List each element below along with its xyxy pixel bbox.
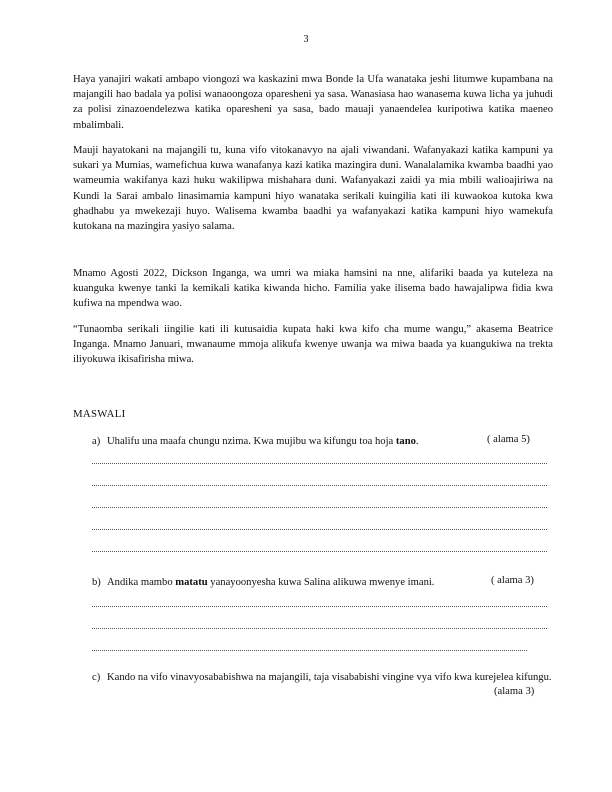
answer-line[interactable] xyxy=(92,506,547,508)
question-b-marks: ( alama 3) xyxy=(491,575,534,586)
question-c-marks: (alama 3) xyxy=(494,686,535,697)
question-a-end: . xyxy=(415,436,419,447)
question-b-text: Andika mambo xyxy=(107,577,176,588)
passage-paragraph-1: Haya yanajiri wakati ambapo viongozi wa kaskazini mwa Bonde la Ufa wanataka jeshi litumwe kupambana na majangili hao badala ya polisi wanaoongoza oparesheni ya sasa. Wanasiasa hao wanasema kuwa licha ya juhudi za polisi zinazoendelezwa katika oparesheni ya sasa, bado mauaji yanaendelea kuripotiwa katika maeneo mbalimbali. xyxy=(73,74,553,131)
passage-paragraph-2: Mauji hayatokani na majangili tu, kuna vifo vitokanavyo na ajali viwandani. Wafanyakazi katika kampuni ya sukari ya Mumias, wamefichua kuwa wanafanya kazi katika mazingira duni. Wanalalamika kwamba baadhi yao wameumia wakifanya kazi huku wakilipwa mishahara duni. Wafanyakazi zaidi ya mia mbili walioajiriwa na Kundi la Sarai ambalo linasimamia kampuni hiyo wanataka serikali kuingilia kati ili kuwaokoa kutoka kwa ghadhabu ya mwekezaji huyo. Walisema kwamba baadhi ya wafanyakazi katika kampuni hiyo wamekufa kutokana na mazingira yasiyo salama. xyxy=(73,145,553,233)
passage-paragraph-4: “Tunaomba serikali iingilie kati ili kutusaidia kupata haki kwa kifo cha mume wangu,” akasema Beatrice Inganga. Mnamo Januari, mwanaume mmoja alikufa kwenye uwanja wa miwa baada ya kuangukiwa na trekta iliyokuwa ikisafirisha miwa. xyxy=(73,324,553,366)
question-a-text: Uhalifu una maafa chungu nzima. Kwa mujibu wa kifungu toa hoja xyxy=(107,436,396,447)
questions-heading: MASWALI xyxy=(73,408,126,420)
question-b-end: yanayoonyesha kuwa Salina alikuwa mwenye imani. xyxy=(207,577,435,588)
answer-line[interactable] xyxy=(92,627,547,629)
answer-line[interactable] xyxy=(92,462,547,464)
question-c-label: c) xyxy=(92,672,101,683)
question-b-label: b) xyxy=(92,577,101,588)
question-b-bold: matatu xyxy=(175,577,208,588)
answer-line[interactable] xyxy=(92,484,547,486)
answer-line[interactable] xyxy=(92,528,547,530)
question-a xyxy=(92,434,552,449)
question-a-bold: tano xyxy=(395,436,416,447)
question-c-text: Kando na vifo vinavyosababishwa na majangili, taja visababishi vingine vya vifo kwa kurejelea kifungu. xyxy=(107,672,552,683)
answer-line[interactable] xyxy=(92,649,527,651)
question-b xyxy=(92,575,552,590)
page-number: 3 xyxy=(303,34,309,45)
question-c xyxy=(92,670,552,685)
question-a-marks: ( alama 5) xyxy=(487,434,530,445)
answer-line[interactable] xyxy=(92,605,547,607)
answer-line[interactable] xyxy=(92,550,547,552)
passage-paragraph-3: Mnamo Agosti 2022, Dickson Inganga, wa umri wa miaka hamsini na nne, alifariki baada ya kuteleza na kuanguka kwenye tanki la kemikali katika kiwanda hicho. Familia yake ilisema bado hawajalipwa fidia kwa kufiwa na mpendwa wao. xyxy=(73,268,553,310)
question-a-label: a) xyxy=(92,436,101,447)
